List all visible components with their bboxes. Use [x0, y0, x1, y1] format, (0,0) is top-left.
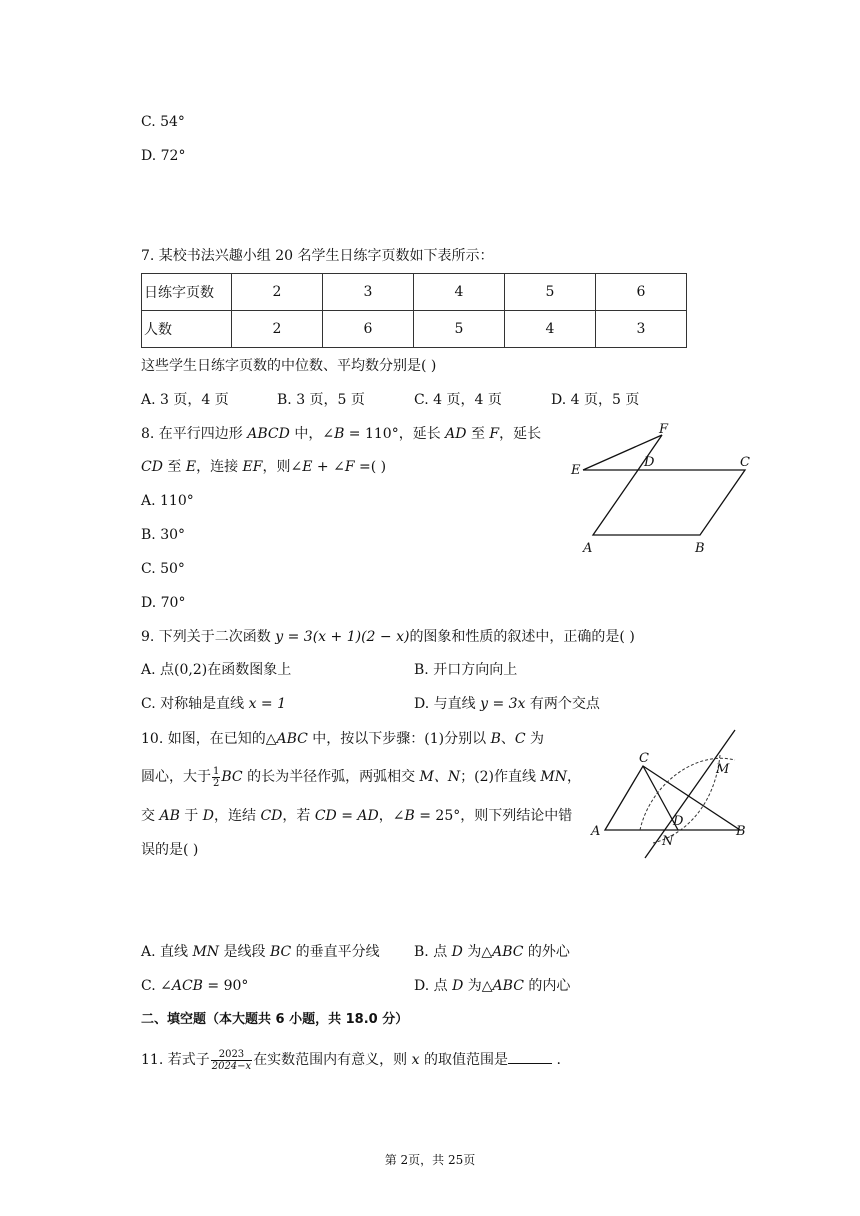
table-cell: 5 [414, 311, 505, 348]
section-heading: 二、填空题（本大题共 6 小题，共 18.0 分） [141, 1012, 409, 1027]
label-M: M [716, 762, 730, 777]
q10-option-c: C. ∠ACB = 90° [141, 978, 249, 994]
q7-table [141, 273, 687, 348]
label-F: F [659, 422, 669, 437]
q10-stem-line2: 圆心，大于 $\frac{1}{2}$ BC 的长为半径作弧，两弧相交 M、N；(2)作直线 MN， [141, 765, 582, 789]
q8-option-a: A. 110° [141, 493, 194, 509]
table-cell: 6 [323, 311, 414, 348]
q8-option-b: B. 30° [141, 527, 186, 543]
q9-option-b: B. 开口方向向上 [414, 662, 518, 678]
q8-stem-line2: CD 至 E，连接 EF，则∠E + ∠F =( ) [141, 459, 387, 475]
q8-option-c: C. 50° [141, 561, 185, 577]
label-E: E [571, 463, 581, 478]
table-cell: 4 [505, 311, 596, 348]
label-D: D [644, 455, 655, 470]
q10-triangle-figure [585, 725, 755, 865]
q10-option-b: B. 点 D 为△ABC 的外心 [414, 944, 570, 960]
q9-option-c: C. 对称轴是直线 x = 1 [141, 696, 287, 712]
table-cell: 6 [596, 274, 687, 311]
q8-stem-line1: 8. 在平行四边形 ABCD 中，∠B = 110°，延长 AD 至 F，延长 [141, 426, 542, 442]
q10-option-a: A. 直线 MN 是线段 BC 的垂直平分线 [141, 944, 380, 960]
q10-stem-line1: 10. 如图，在已知的△ABC 中，按以下步骤：(1)分别以 B、C 为 [141, 731, 545, 747]
table-row [142, 311, 687, 348]
q11-stem: 11. 若式子 $\frac{2023}{2024-x}$ 在实数范围内有意义，则 x 的取值范围是 . [141, 1048, 561, 1072]
page-footer: 第 2页，共 25页 [384, 1153, 476, 1167]
table-cell: 2 [232, 311, 323, 348]
q7-option-d: D. 4 页，5 页 [551, 392, 640, 408]
q7-option-c: C. 4 页，4 页 [414, 392, 502, 408]
q9-option-a: A. 点(0,2)在函数图象上 [141, 662, 292, 678]
q9-stem: 9. 下列关于二次函数 y = 3(x + 1)(2 − x)的图象和性质的叙述中，正确的是( ) [141, 629, 635, 645]
label-B: B [695, 541, 705, 556]
table-cell: 3 [596, 311, 687, 348]
label-A: A [591, 824, 601, 839]
q10-stem-line4: 误的是( ) [141, 842, 199, 858]
q7-option-b: B. 3 页，5 页 [277, 392, 365, 408]
q7-question: 这些学生日练字页数的中位数、平均数分别是( ) [141, 358, 437, 374]
q7-option-a: A. 3 页，4 页 [141, 392, 229, 408]
label-B: B [736, 824, 746, 839]
label-A: A [583, 541, 593, 556]
table-row [142, 274, 687, 311]
table-cell: 3 [323, 274, 414, 311]
table-cell: 4 [414, 274, 505, 311]
label-C: C [639, 751, 649, 766]
table-cell: 人数 [142, 311, 232, 348]
q7-stem: 7. 某校书法兴趣小组 20 名学生日练字页数如下表所示： [141, 248, 494, 264]
q10-option-d: D. 点 D 为△ABC 的内心 [414, 978, 571, 994]
fraction-2023: $\frac{2023}{2024-x}$ [211, 1048, 252, 1072]
table-cell: 日练字页数 [142, 274, 232, 311]
q8-option-d: D. 70° [141, 595, 186, 611]
fraction-one-half: $\frac{1}{2}$ [213, 765, 220, 789]
q9-option-d: D. 与直线 y = 3x 有两个交点 [414, 696, 600, 712]
answer-blank [508, 1049, 552, 1064]
label-C: C [740, 455, 750, 470]
label-N: N [662, 834, 674, 849]
label-D: D [673, 814, 684, 829]
table-cell: 5 [505, 274, 596, 311]
q8-parallelogram-figure [565, 418, 765, 563]
q6-option-c: C. 54° [141, 114, 185, 130]
q6-option-d: D. 72° [141, 148, 186, 164]
table-cell: 2 [232, 274, 323, 311]
q10-stem-line3: 交 AB 于 D，连结 CD，若 CD = AD，∠B = 25°，则下列结论中错 [141, 808, 573, 824]
